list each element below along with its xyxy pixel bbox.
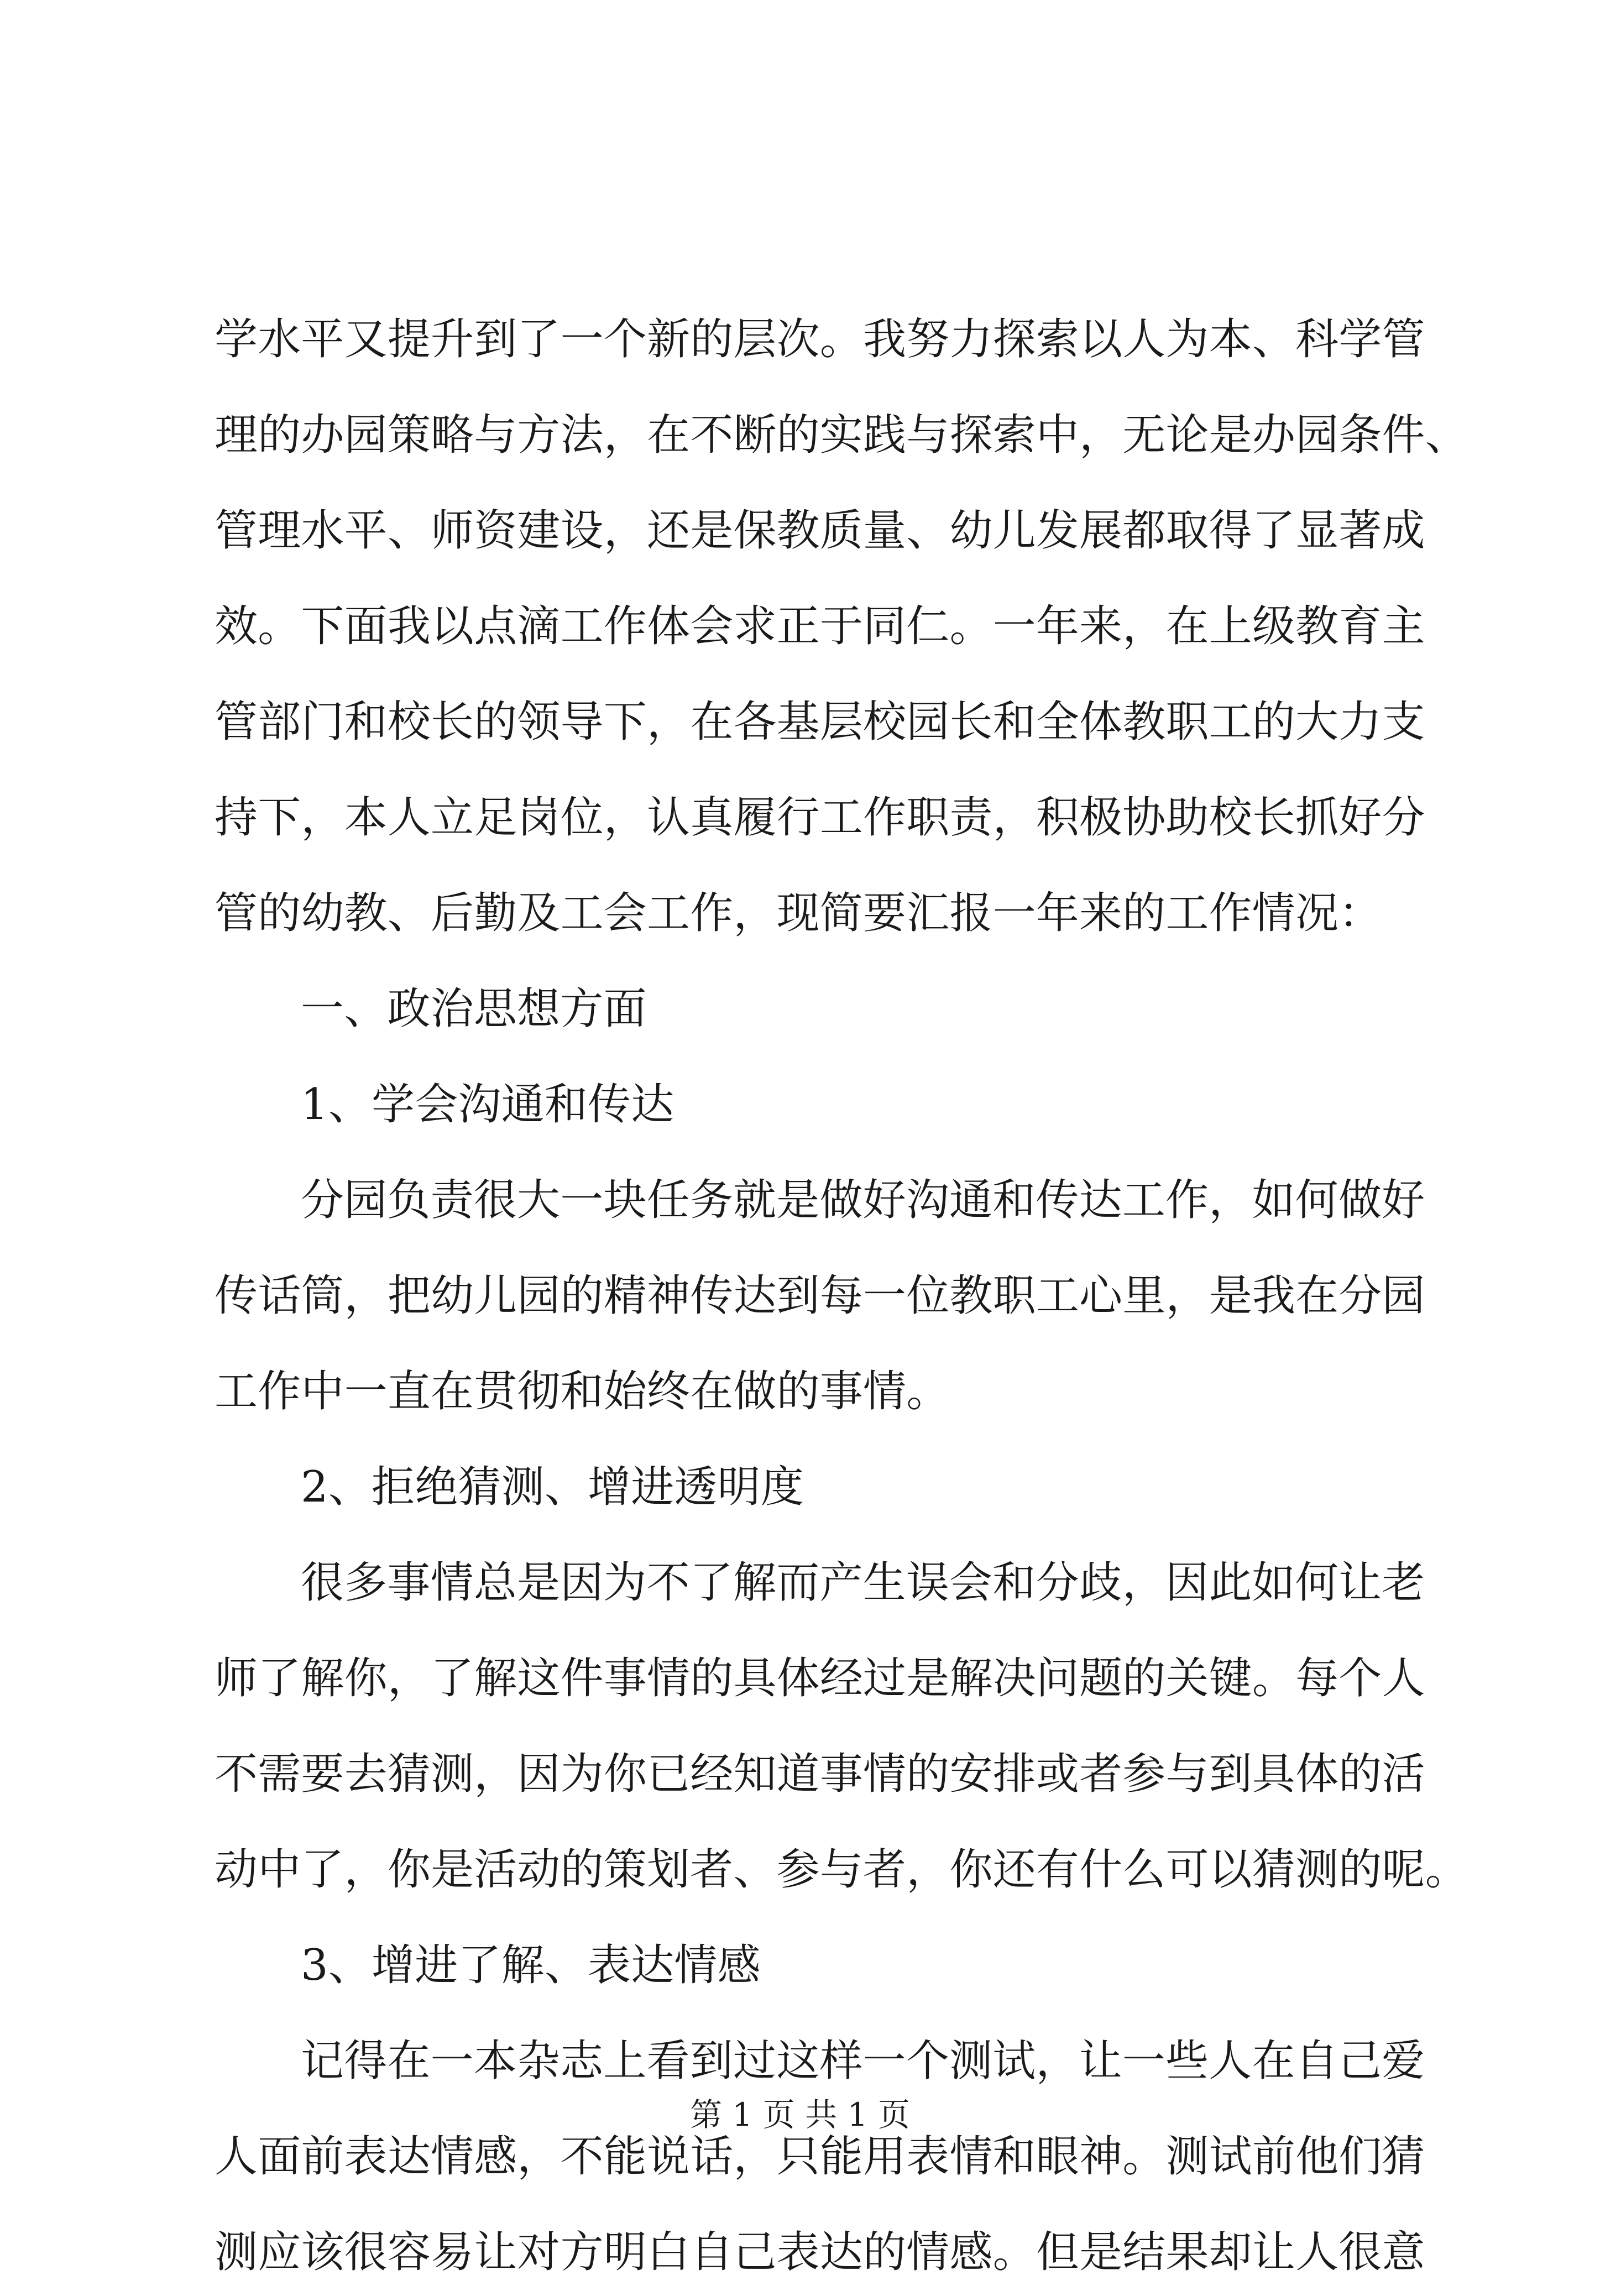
text-line: 1、学会沟通和传达: [301, 1079, 674, 1129]
text-line: 测 应 该 很 容 易 让 对 方 明 白 自 己 表 达 的 情 感 。 但 是 结 果 却 让 人 很 意: [215, 2227, 1425, 2277]
text-line: 效 。 下 面 我 以 点 滴 工 作 体 会 求 正 于 同 仁 。 一 年 来 ， 在 上 级 教 育 主: [215, 601, 1425, 651]
text-line: 3、增进了解、表达情感: [301, 1940, 761, 1990]
body-text: [215, 287, 1468, 2296]
text-line: 传 话 筒 ， 把 幼 儿 园 的 精 神 传 达 到 每 一 位 教 职 工 心 里 ， 是 我 在 分 园: [215, 1270, 1425, 1321]
text-line: 记 得 在 一 本 杂 志 上 看 到 过 这 样 一 个 测 试 ， 让 一 些 人 在 自 己 爱: [301, 2036, 1425, 2086]
text-line: 管的幼教、后勤及工会工作，现简要汇报一年来的工作情况：: [215, 888, 1382, 938]
text-line: 持 下 ， 本 人 立 足 岗 位 ， 认 真 履 行 工 作 职 责 ， 积 极 协 助 校 长 抓 好 分: [215, 792, 1425, 843]
text-line: 不 需 要 去 猜 测 ， 因 为 你 已 经 知 道 事 情 的 安 排 或 者 参 与 到 具 体 的 活: [215, 1749, 1425, 1799]
text-line: 工作中一直在贯彻和始终在做的事情。: [215, 1366, 950, 1416]
text-line: 人 面 前 表 达 情 感 ， 不 能 说 话 ， 只 能 用 表 情 和 眼 神 。 测 试 前 他 们 猜: [215, 2131, 1425, 2182]
page-footer: 第 1 页 共 1 页: [690, 2096, 910, 2133]
text-line: 一、政治思想方面: [301, 984, 647, 1034]
text-line: 管 理 水 平 、 师 资 建 设 ， 还 是 保 教 质 量 、 幼 儿 发 展 都 取 得 了 显 著 成: [215, 505, 1425, 556]
text-line: 2、拒绝猜测、增进透明度: [301, 1462, 804, 1512]
text-line: 分 园 负 责 很 大 一 块 任 务 就 是 做 好 沟 通 和 传 达 工 作 ， 如 何 做 好: [301, 1175, 1425, 1225]
text-line: 管 部 门 和 校 长 的 领 导 下 ， 在 各 基 层 校 园 长 和 全 体 教 职 工 的 大 力 支: [215, 697, 1425, 747]
text-line: 师 了 解 你 ， 了 解 这 件 事 情 的 具 体 经 过 是 解 决 问 题 的 关 键 。 每 个 人: [215, 1653, 1425, 1703]
text-line: 理 的 办 园 策 略 与 方 法 ， 在 不 断 的 实 践 与 探 索 中 ， 无 论 是 办 园 条 件 、: [215, 410, 1468, 460]
text-line: 动 中 了 ， 你 是 活 动 的 策 划 者 、 参 与 者 ， 你 还 有 什 么 可 以 猜 测 的 呢 。: [215, 1844, 1468, 1895]
text-line: 学 水 平 又 提 升 到 了 一 个 新 的 层 次 。 我 努 力 探 索 以 人 为 本 、 科 学 管: [215, 314, 1425, 364]
text-line: 很 多 事 情 总 是 因 为 不 了 解 而 产 生 误 会 和 分 歧 ， 因 此 如 何 让 老: [301, 1557, 1425, 1608]
